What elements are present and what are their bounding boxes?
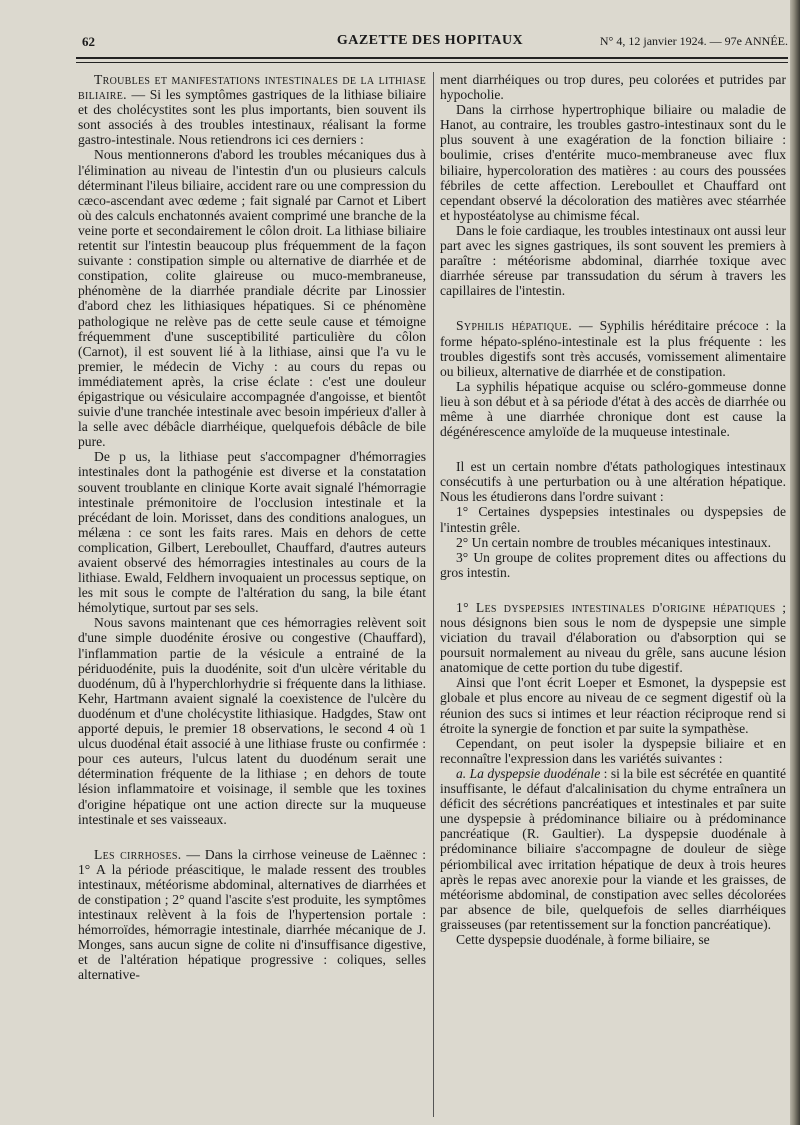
- paragraph-text: 3° Un groupe de colites proprement dites ou affections du gros intestin.: [440, 549, 786, 580]
- section-heading: Syphilis hépatique.: [456, 318, 573, 334]
- paragraph-text: Dans la cirrhose hypertrophique biliaire ou maladie de Hanot, au contraire, les troubles gastro-intestinaux sont du le plus souvent à une exagération de la fonction biliaire : boulimie, crises d'entérite muco-membraneuse avec flux biliaire, hypercoloration des matières : au cours des poussées fébriles de cette affection. Lereboullet et Chauffard ont cependant observé la décoloration des matières avec stéarrhée et hypostéatolyse au chimisme fécal.: [440, 102, 786, 223]
- list-item: [440, 550, 786, 580]
- paragraph: [440, 379, 786, 439]
- paragraph: [78, 147, 426, 449]
- paragraph-text: Dans le foie cardiaque, les troubles intestinaux ont aussi leur part avec les signes gastriques, ils sont souvent les premiers à paraître : météorisme abdominal, diarrhée toxique avec diarrhée séreuse par transsudation du sérum à travers les capillaires de l'intestin.: [440, 222, 786, 299]
- paragraph-text: — Si les symptômes gastriques de la lithiase biliaire et des cholécystites sont les plus importants, bien souvent ils sont associés à des troubles intestinaux, réalisant la forme gastro-intestinale. Nous retiendrons ici ces derniers :: [78, 87, 426, 148]
- section-heading: a. La dyspepsie duodénale: [456, 765, 601, 781]
- paragraph: [440, 223, 786, 298]
- paragraph-text: ; nous désignons bien sous le nom de dyspepsie une simple viciation du travail d'élaboration ou d'absorption qui se poursuit normalement au niveau du grêle, sans aucune lésion anatomique de cette portion du tube digestif.: [440, 599, 786, 676]
- page-edge-shadow: [790, 0, 800, 1125]
- list-item: [440, 535, 786, 550]
- paragraph: [440, 600, 786, 675]
- paragraph: [78, 847, 426, 983]
- paragraph-text: — Syphilis héréditaire précoce : la forme hépato-spléno-intestinale est la plus fréquente : les troubles digestifs sont très accusés, vomissement alimentaire ou bilieux, alternative de diarrhée et de constipation.: [440, 318, 786, 379]
- page-header: [70, 32, 790, 54]
- paragraph-text: 2° Un certain nombre de troubles mécaniques intestinaux.: [456, 534, 771, 550]
- section-heading: Troubles et manifestations intestinales de la lithiase biliaire.: [78, 72, 426, 103]
- paragraph-text: Nous savons maintenant que ces hémorragies relèvent soit d'une simple duodénite érosive ou congestive (Chauffard), l'inflammation partie de la vésicule a entrainé de la périduodénite, puis la duodénite, soit d'un ulcère véritable du duodénum, dû à l'hyperchlorhydrie si fréquente dans la lithiase. Kehr, Hartmann avaient signalé la coexistence de l'ulcère du duodénum et d'une cholécystite lithiasique. Hadgdes, Staw ont apporté depuis, le premier 18 observations, le second 4 où 1 ulcus duodénal était associé à une lithiase fruste ou confirmée : pour ces auteurs, l'ulcus latent du duodénum serait une détermination fréquente de la lithiase ; en dehors de toute lésion inflammatoire et voisinage, il semble que les toxines d'origine hépatique ont une action directe sur la muqueuse intestinale et ses vaisseaux.: [78, 615, 426, 827]
- header-rule-thin: [76, 62, 788, 63]
- paragraph: [440, 459, 786, 504]
- paragraph: [78, 449, 426, 615]
- paragraph: [440, 736, 786, 766]
- paragraph-text: Nous mentionnerons d'abord les troubles mécaniques dus à l'élimination au niveau de l'intestin d'un ou plusieurs calculs déterminant l'ileus biliaire, accident rare ou une compression du cæco-ascendant avec œdeme ; fait signalé par Carnot et Libert où des calculs enchatonnés avaient comprimé une branche de la veine porte et secondairement le côlon droit. La lithiase biliaire retentit sur l'intestin beaucoup plus fréquemment de la façon suivante : constipation simple ou alternative de diarrhée et de constipation, colite glaireuse ou muco-membraneuse, phénomène de la diarrhée prandiale décrite par Linossier d'abord chez les lithiasiques hépatiques. Si ce phénomène pathologique ne relève pas de cette seule cause et témoigne fréquemment d'une susceptibilité particulière du côlon (Carnot), il est souvent lié à la lithiase, ainsi que l'a vu le premier, le médecin de Vichy : au cours du repas ou immédiatement après, la crise éclate : c'est une douleur épigastrique ou vésiculaire accompagnée d'angoisse, et bientôt suivie d'une tranchée intestinale avec besoin impérieux d'aller à la selle avec débâcle diarrhéique, quelquefois débâcle de bile pure.: [78, 147, 426, 450]
- paragraph-text: La syphilis hépatique acquise ou scléro-gommeuse donne lieu à son début et à sa période d'état à des accès de diarrhée ou même à une diarrhée chronique dont est cause la dégénérescence amyloïde de la muqueuse intestinale.: [440, 378, 786, 440]
- page-number: 62: [82, 34, 95, 49]
- section-heading: 1° Les dyspepsies intestinales d'origine hépatiques: [456, 599, 776, 615]
- list-item: [440, 504, 786, 534]
- paragraph-text: Ainsi que l'ont écrit Loeper et Esmonet, la dyspepsie est globale et plus encore au niveau de ce segment digestif où la réunion des sucs si intimes et leur réaction réciproque rend si étroite la synergie de fonction et par suite la sympathèse.: [440, 675, 786, 736]
- paragraph-text: — Dans la cirrhose veineuse de Laënnec : 1° A la période préascitique, le malade ressent des troubles intestinaux, météorisme abdominal, alternatives de diarrhées et de constipation ; 2° quand l'ascite s'est produite, les symptômes intestinaux relèvent à la fois de l'hypertension portale : hémorroïdes, hémorragie intestinale, diarrhée mécanique de J. Monges, sans aucun signe de colite ni d'insuffisance digestive, et de l'altération hépatique progressive : coliques, selles alternative-: [78, 846, 426, 983]
- issue-info: N° 4, 12 janvier 1924. — 97e ANNÉE.: [599, 34, 788, 48]
- right-column: [440, 72, 786, 947]
- journal-title: GAZETTE DES HOPITAUX: [336, 33, 524, 48]
- column-divider: [433, 72, 434, 1117]
- paragraph-text: De p us, la lithiase peut s'accompagner d'hémorragies intestinales dont la pathogénie est diverse et la constatation souvent troublante en clinique Korte avait signalé l'hémorragie intestinale prémonitoire de l'occlusion intestinale et la précédant de loin. Morisset, dans des conditions analogues, un mélæna : ce sont les faits rares. Mais en dehors de cette complication, Gilbert, Lereboullet, Chauffard, d'autres auteurs avaient observé des hémorragies intestinales au cours de la lithiase. Ewald, Feldhern invoquaient un processus septique, on les mit sous le compte de l'altération du sang, la bile étant hémolytique, surtout par ses sels.: [78, 449, 426, 616]
- header-rule-thick: [76, 57, 788, 59]
- paragraph-text: ment diarrhéiques ou trop dures, peu colorées et putrides par hypocholie.: [440, 72, 786, 103]
- section-heading: Les cirrhoses.: [94, 846, 182, 862]
- paragraph-text: Il est un certain nombre d'états pathologiques intestinaux consécutifs à une perturbation ou à une altération hépatique. Nous les étudierons dans l'ordre suivant :: [440, 459, 786, 505]
- paragraph-text: : si la bile est sécrétée en quantité insuffisante, le défaut d'alcalinisation du chyme entraînera un déficit des sécrétions pancréatiques et intestinales et par suite une dyspepsie à prédominance biliaire ou à prédominance pancréatique (R. Gaultier). La dyspepsie duodénale à prédominance biliaire s'accompagne de douleur de siège périombilical avec irritation hépatique de deux à trois heures après le repas avec anorexie pour la viande et les graisses, de météorisme abdominal, de constipation avec selles décolorées par absence de bile, quelquefois de selles diarrhéiques graisseuses (par retentissement sur la fonction pancréatique).: [440, 765, 786, 932]
- paragraph: [78, 72, 426, 147]
- paragraph: [440, 102, 786, 223]
- paragraph: [440, 318, 786, 378]
- paragraph: [78, 615, 426, 826]
- paragraph: [440, 72, 786, 102]
- paragraph-text: 1° Certaines dyspepsies intestinales ou dyspepsies de l'intestin grêle.: [440, 504, 786, 535]
- paragraph: [440, 932, 786, 947]
- paragraph: [440, 675, 786, 735]
- paragraph: [440, 766, 786, 932]
- paragraph-text: Cette dyspepsie duodénale, à forme biliaire, se: [456, 931, 710, 947]
- paragraph-text: Cependant, on peut isoler la dyspepsie biliaire et en reconnaître l'expression dans les variétés suivantes :: [440, 735, 786, 766]
- left-column: [78, 72, 426, 983]
